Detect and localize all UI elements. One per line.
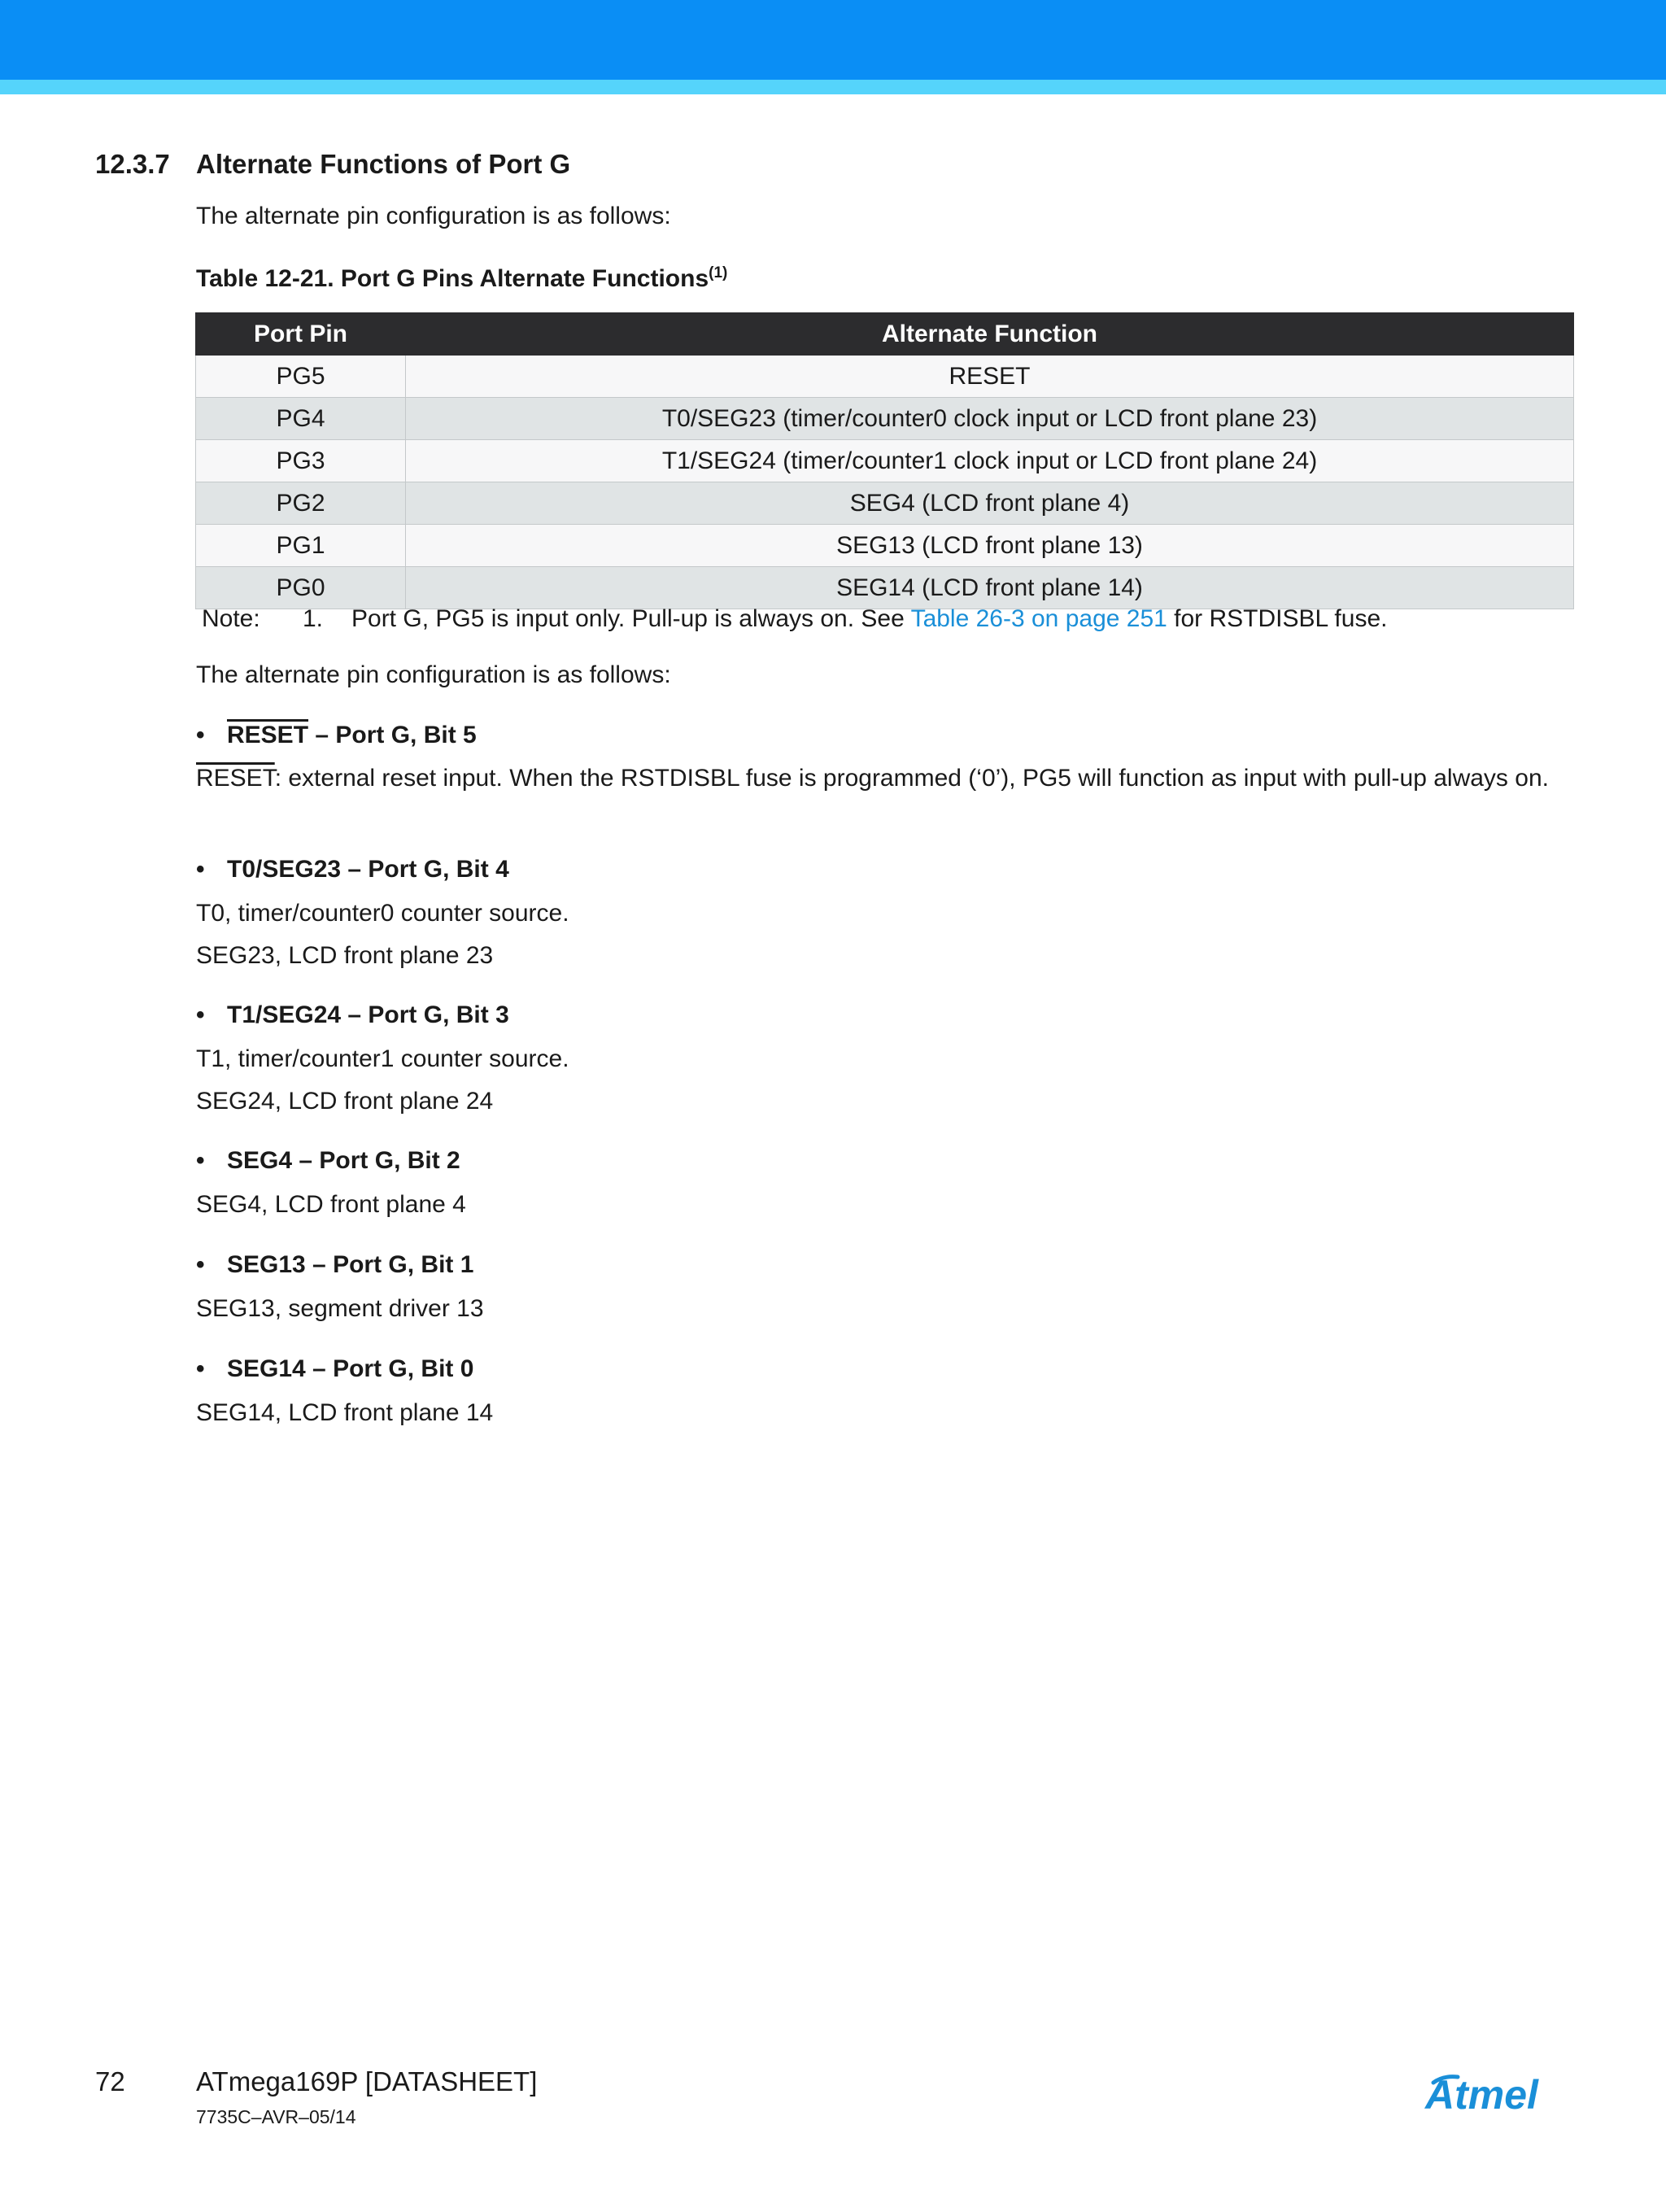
table-row [196, 482, 1574, 525]
bullet-symbol: • [196, 856, 205, 883]
header-port-pin: Port Pin [196, 313, 406, 356]
function-cell: SEG14 (LCD front plane 14) [406, 567, 1574, 609]
note-text-after: for RSTDISBL fuse. [1167, 605, 1388, 632]
section-title: Alternate Functions of Port G [196, 149, 571, 179]
bullet-seg4-line-1: SEG4, LCD front plane 4 [196, 1191, 466, 1218]
bullet-seg13-line-1: SEG13, segment driver 13 [196, 1295, 484, 1322]
header-stripe [0, 80, 1666, 94]
intro-paragraph: The alternate pin configuration is as follows: [196, 203, 671, 229]
intro-paragraph-2: The alternate pin configuration is as follows: [196, 661, 671, 688]
function-cell: RESET [406, 356, 1574, 398]
table-row [196, 567, 1574, 609]
table-caption-footnote-ref: (1) [709, 264, 728, 281]
bullet-title: SEG4 – Port G, Bit 2 [227, 1147, 460, 1174]
bullet-t1-line-1: T1, timer/counter1 counter source. [196, 1045, 569, 1072]
bullet-seg14-heading [196, 1355, 473, 1383]
bullet-t1-seg24-heading [196, 1001, 509, 1029]
bullet-seg4-heading [196, 1147, 460, 1175]
bullet-seg13-heading [196, 1251, 473, 1279]
header-bar [0, 0, 1666, 80]
bullet-reset-desc-rest: : external reset input. When the RSTDISBL fuse is programmed (‘0’), PG5 will function as input with pull-up always on. [274, 765, 1549, 792]
bullet-reset-title-rest: – Port G, Bit 5 [308, 722, 477, 748]
bullet-title: SEG13 – Port G, Bit 1 [227, 1251, 474, 1278]
note-label: Note: [202, 605, 260, 632]
section-heading [95, 149, 570, 180]
document-code: 7735C–AVR–05/14 [196, 2106, 356, 2127]
bullet-reset-description [196, 762, 1579, 794]
reset-overlined: RESET [227, 722, 309, 748]
bullet-title: T0/SEG23 – Port G, Bit 4 [227, 856, 509, 883]
table-note [202, 605, 1387, 633]
pin-cell: PG1 [196, 525, 406, 567]
table-header-row [196, 313, 1574, 356]
page-number: 72 [95, 2066, 125, 2096]
function-cell: T0/SEG23 (timer/counter0 clock input or LCD front plane 23) [406, 398, 1574, 440]
bullet-reset-heading [196, 722, 477, 749]
header-alternate-function: Alternate Function [406, 313, 1574, 356]
function-cell: T1/SEG24 (timer/counter1 clock input or LCD front plane 24) [406, 440, 1574, 482]
bullet-symbol: • [196, 1001, 205, 1028]
table-row [196, 525, 1574, 567]
table-row [196, 356, 1574, 398]
bullet-t1-line-2: SEG24, LCD front plane 24 [196, 1088, 494, 1115]
table-row [196, 398, 1574, 440]
table-caption [196, 264, 727, 293]
bullet-symbol: • [196, 1251, 205, 1278]
bullet-title: T1/SEG24 – Port G, Bit 3 [227, 1001, 509, 1028]
pin-cell: PG0 [196, 567, 406, 609]
bullet-symbol: • [196, 1355, 205, 1382]
bullet-symbol: • [196, 722, 205, 748]
table-26-3-link[interactable]: Table 26-3 on page 251 [910, 605, 1167, 632]
pin-cell: PG2 [196, 482, 406, 525]
note-number: 1. [303, 605, 324, 632]
function-cell: SEG4 (LCD front plane 4) [406, 482, 1574, 525]
atmel-logo-text: Atmel [1425, 2072, 1538, 2118]
table-row [196, 440, 1574, 482]
section-number: 12.3.7 [95, 149, 170, 179]
pin-cell: PG3 [196, 440, 406, 482]
table-caption-text: Table 12-21. Port G Pins Alternate Functions [196, 265, 709, 292]
pin-cell: PG5 [196, 356, 406, 398]
reset-overlined-desc: RESET [196, 765, 275, 792]
bullet-symbol: • [196, 1147, 205, 1174]
bullet-seg14-line-1: SEG14, LCD front plane 14 [196, 1399, 494, 1426]
note-text-before: Port G, PG5 is input only. Pull-up is always on. See [351, 605, 911, 632]
bullet-title: SEG14 – Port G, Bit 0 [227, 1355, 474, 1382]
bullet-t0-line-2: SEG23, LCD front plane 23 [196, 942, 494, 969]
bullet-t0-seg23-heading [196, 856, 509, 883]
atmel-logo [1422, 2066, 1572, 2123]
bullet-t0-line-1: T0, timer/counter0 counter source. [196, 900, 569, 927]
port-g-table [195, 312, 1574, 609]
document-title: ATmega169P [DATASHEET] [196, 2066, 538, 2096]
pin-cell: PG4 [196, 398, 406, 440]
function-cell: SEG13 (LCD front plane 13) [406, 525, 1574, 567]
